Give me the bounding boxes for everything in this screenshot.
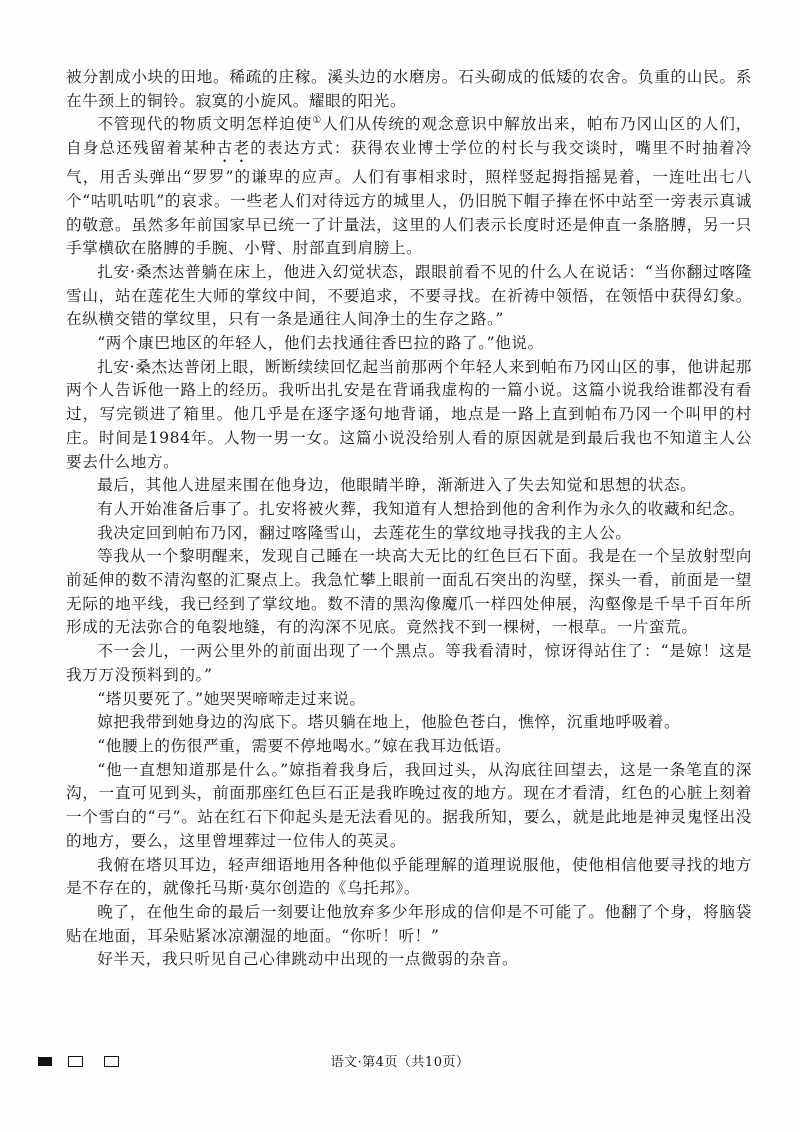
paragraph-14: “他一直想知道那是什么。”婛指着我身后，我回过头，从沟底往回望去，这是一条笔直的深沟，一直可见到头，前面那座红色巨石正是我昨晚过夜的地方。现在才看清，红色的心脏上刻着一个雪白的“弓”。站在红石下仰起头是无法看见的。据我所知，要么，就是此地是神灵鬼怪出没的地方，要么，这里曾埋葬过一位伟人的英灵。 xyxy=(66,760,752,850)
paragraph-13: “他腰上的伤很严重，需要不停地喝水。”婛在我耳边低语。 xyxy=(97,736,512,755)
paragraph-10: 不一会儿，一两公里外的前面出现了一个黑点。等我看清时，惊讶得站住了：“是婛！这是我万万没预料到的。” xyxy=(66,642,752,684)
paragraph-9: 等我从一个黎明醒来，发现自己睡在一块高大无比的红色巨石下面。我是在一个呈放射型向前延伸的数不清沟壑的汇聚点上。我急忙攀上眼前一面乱石突出的沟壁，探头一看，前面是一望无际的地平线，我已经到了掌纹地。数不清的黑沟像魔爪一样四处伸展，沟壑像是千旱千百年所形成的无法弥合的龟裂地缝，有的沟深不见底。竟然找不到一棵树，一根草。一片蛮荒。 xyxy=(66,547,752,637)
page-number: 语文·第4页（共10页） xyxy=(330,1055,470,1070)
paragraph-17: 好半天，我只听见自己心律跳动中出现的一点微弱的杂音。 xyxy=(97,950,519,969)
paragraph-11: “塔贝要死了。”她哭哭啼啼走过来说。 xyxy=(97,689,366,708)
paragraph-8: 我决定回到帕布乃冈，翻过喀隆雪山，去莲花生的掌纹地寻找我的主人公。 xyxy=(97,523,632,542)
passage-body xyxy=(66,66,752,972)
paragraph-4: “两个康巴地区的年轻人，他们去找通往香巴拉的路了。”他说。 xyxy=(97,334,544,353)
paragraph-6: 最后，其他人进屋来围在他身边，他眼睛半睁，渐渐进入了失去知觉和思想的状态。 xyxy=(97,476,697,495)
paragraph-2: 不管现代的物质文明怎样迫使①人们从传统的观念意识中解放出来，帕布乃冈山区的人们，自身总还残留着某种古老的表达方式：获得农业博士学位的村长与我交谈时，嘴里不时抽着冷气，用舌头弹出“罗罗”的谦卑的应声。人们有事相求时，照样竖起拇指摇晃着，一连吐出七八个“咕叽咕叽”的哀求。一些老人们对待远方的城里人，仍旧脱下帽子捧在怀中站至一旁表示真诚的敬意。虽然多年前国家早已统一了计量法，这里的人们表示长度时还是伸直一条胳膊，另一只手掌横砍在胳膊的手腕、小臂、肘部直到肩膀上。 xyxy=(66,115,752,258)
paragraph-1: 被分割成小块的田地。稀疏的庄稼。溪头边的水磨房。石头砌成的低矮的农舍。负重的山民。系在牛颈上的铜铃。寂寞的小旋风。耀眼的阳光。 xyxy=(66,68,752,110)
paragraph-7: 有人开始准备后事了。扎安将被火葬，我知道有人想拾到他的舍利作为永久的收藏和纪念。 xyxy=(97,499,745,518)
paragraph-15: 我俯在塔贝耳边，轻声细语地用各种他似乎能理解的道理说服他，使他相信他要寻找的地方是不存在的，就像托马斯·莫尔创造的《乌托邦》。 xyxy=(66,855,752,898)
paragraph-16: 晚了，在他生命的最后一刻要让他放弃多少年形成的信仰是不可能了。他翻了个身，将脑袋贴在地面，耳朵贴紧冰凉潮湿的地面。“你听！听！” xyxy=(66,902,752,945)
emphasized-word: 古老 xyxy=(216,139,251,158)
page-footer xyxy=(0,1048,800,1072)
footnote-marker: ① xyxy=(312,115,323,127)
paragraph-3: 扎安·桑杰达普躺在床上，他进入幻觉状态，跟眼前看不见的什么人在说话：“当你翻过喀隆雪山，站在莲花生大师的掌纹中间，不要追求，不要寻找。在祈祷中领悟，在领悟中获得幻象。在纵横交错的掌纹里，只有一条是通往人间净土的生存之路。” xyxy=(66,262,752,329)
paragraph-12: 婛把我带到她身边的沟底下。塔贝躺在地上，他脸色苍白，憔悴，沉重地呼吸着。 xyxy=(97,713,681,732)
paragraph-5: 扎安·桑杰达普闭上眼，断断续续回忆起当前那两个年轻人来到帕布乃冈山区的事，他讲起那两个人告诉他一路上的经历。我听出扎安是在背诵我虚构的一篇小说。这篇小说我给谁都没有看过，写完锁进了箱里。他几乎是在逐字逐句地背诵，地点是一路上直到帕布乃冈一个叫甲的村庄。时间是1984年。人物一男一女。这篇小说没给别人看的原因就是到最后我也不知道主人公要去什么地方。 xyxy=(66,357,752,471)
